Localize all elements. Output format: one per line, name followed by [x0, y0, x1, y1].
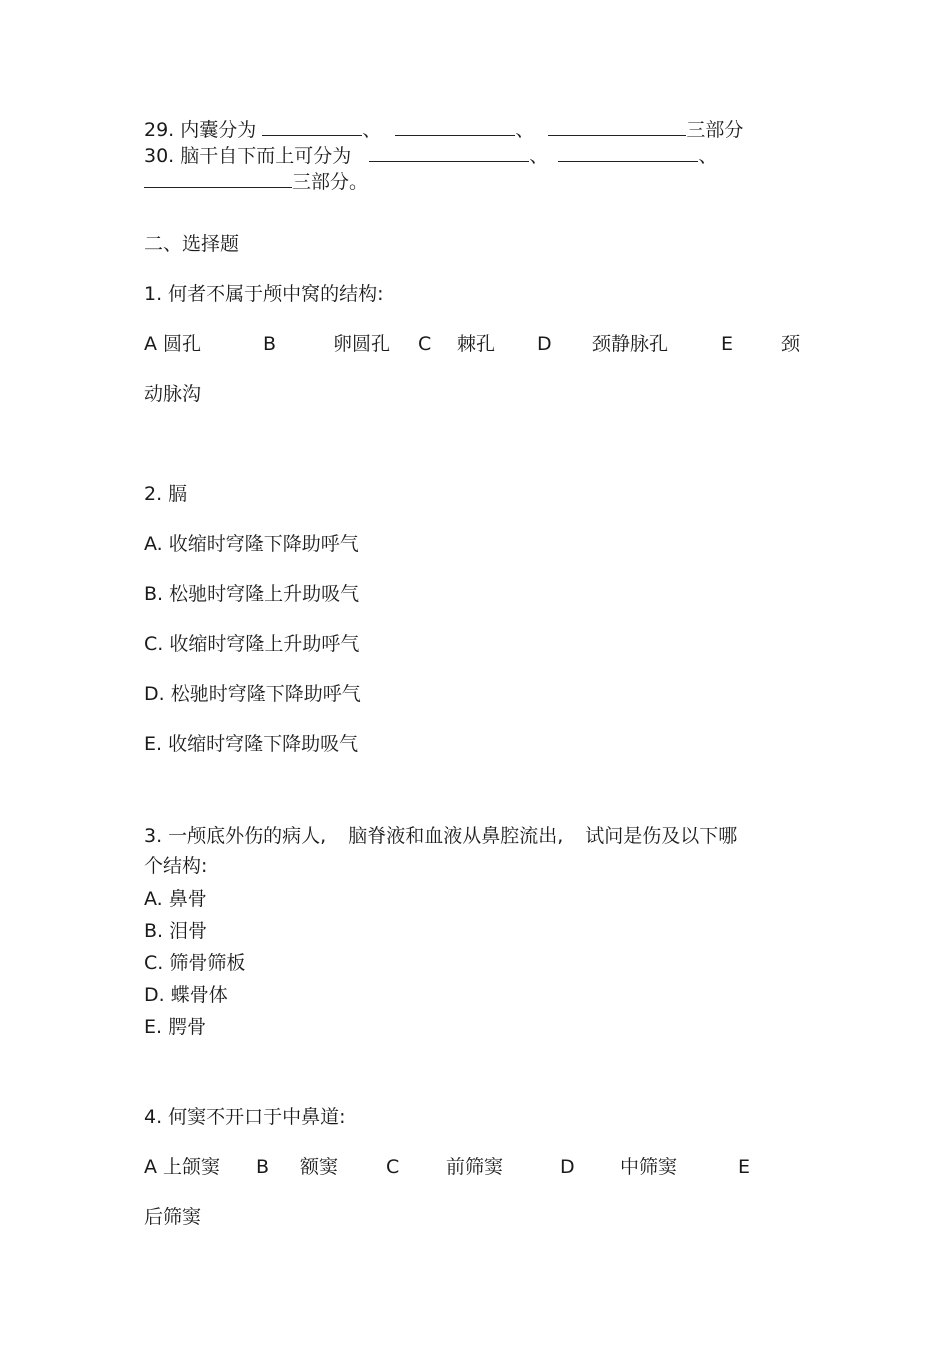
q30-blank-1[interactable]: [369, 143, 529, 162]
q30-sep-2: 、: [698, 145, 718, 167]
q29-line: [144, 117, 743, 143]
q1-options-wrap: 动脉沟: [144, 383, 202, 405]
q1-option-d-letter: D: [537, 333, 552, 355]
q4-option-c-text: 前筛窦: [446, 1156, 504, 1178]
q30-blank-2[interactable]: [558, 143, 698, 162]
q2-option-b: B. 松驰时穹隆上升助吸气: [144, 583, 360, 605]
q3-option-e: E. 腭骨: [144, 1016, 207, 1038]
q30-blank-3[interactable]: [144, 169, 292, 188]
q3-option-b: B. 泪骨: [144, 920, 208, 942]
q1-option-b-text: 卵圆孔: [333, 333, 391, 355]
q1-option-b-letter: B: [263, 333, 277, 355]
q29-blank-3[interactable]: [548, 117, 686, 136]
q3-stem: [144, 823, 737, 849]
q4-option-a: A 上颌窦: [144, 1156, 221, 1178]
q3-option-a: A. 鼻骨: [144, 888, 207, 910]
q3-stem-wrap: 个结构:: [144, 855, 208, 877]
q4-option-d-letter: D: [560, 1156, 575, 1178]
q1-option-e-letter: E: [721, 333, 734, 355]
q4-option-b-letter: B: [256, 1156, 270, 1178]
q1-option-d-text: 颈静脉孔: [592, 333, 669, 355]
q29-sep-1: 、: [362, 119, 382, 141]
q2-option-e: E. 收缩时穹隆下降助吸气: [144, 733, 359, 755]
q2-option-d: D. 松驰时穹隆下降助呼气: [144, 683, 361, 705]
q2-option-a: A. 收缩时穹隆下降助呼气: [144, 533, 359, 555]
q2-option-c: C. 收缩时穹隆上升助呼气: [144, 633, 360, 655]
q1-option-c-letter: C: [418, 333, 432, 355]
q29-suffix: 三部分: [686, 119, 744, 141]
q1-option-c-text: 棘孔: [457, 333, 496, 355]
q29-prefix: 29. 内囊分为: [144, 119, 263, 141]
q2-stem: 2. 膈: [144, 483, 188, 505]
q1-option-e-text: 颈: [781, 333, 801, 355]
q3-option-d: D. 蝶骨体: [144, 984, 228, 1006]
q3-option-c: C. 筛骨筛板: [144, 952, 246, 974]
q30-prefix: 30. 脑干自下而上可分为: [144, 145, 358, 167]
q29-blank-2[interactable]: [395, 117, 515, 136]
q1-option-a: A 圆孔: [144, 333, 202, 355]
q30-line: [144, 143, 717, 169]
q3-stem-part-3: 试问是伤及以下哪: [585, 825, 738, 847]
q4-option-b-text: 额窦: [300, 1156, 339, 1178]
q4-option-e-letter: E: [738, 1156, 751, 1178]
q4-options-wrap: 后筛窦: [144, 1206, 202, 1228]
q30-sep-1: 、: [529, 145, 549, 167]
q3-stem-part-2: 脑脊液和血液从鼻腔流出,: [348, 825, 564, 847]
q1-stem: 1. 何者不属于颅中窝的结构:: [144, 283, 384, 305]
q30-line-wrap: [144, 169, 368, 195]
section-title: 二、选择题: [144, 233, 240, 255]
q30-suffix: 三部分。: [292, 171, 369, 193]
q4-option-c-letter: C: [386, 1156, 400, 1178]
q4-option-d-text: 中筛窦: [620, 1156, 678, 1178]
q3-stem-part-1: 3. 一颅底外伤的病人,: [144, 825, 327, 847]
q4-stem: 4. 何窦不开口于中鼻道:: [144, 1106, 346, 1128]
q29-sep-2: 、: [515, 119, 535, 141]
q29-blank-1[interactable]: [262, 117, 362, 136]
